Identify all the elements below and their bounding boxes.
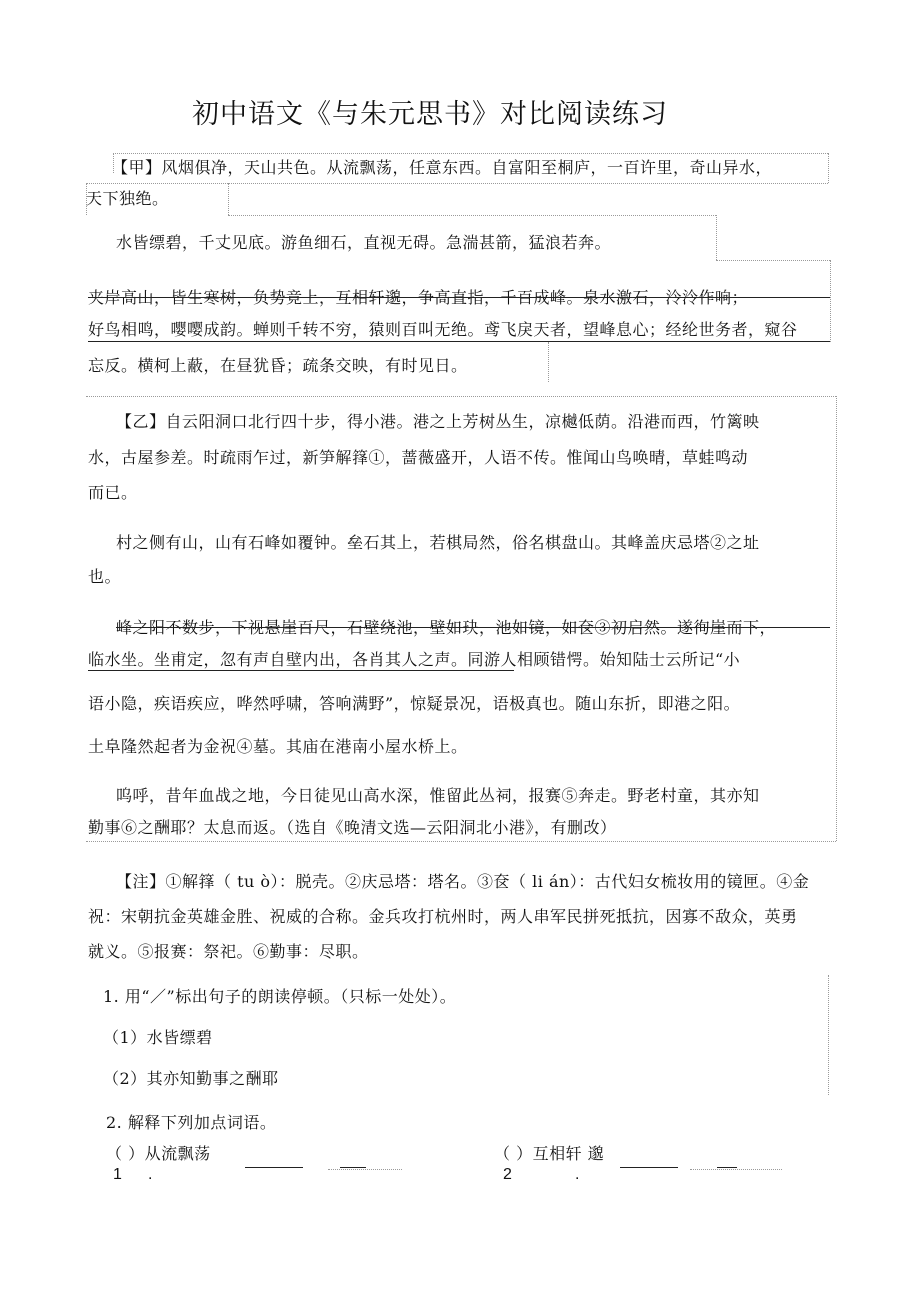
- yi-p3-line3: 语小隐，疾语疾应，哗然呼啸，答响满野”，惊疑景况，语极真也。随山东折，即港之阳。: [88, 694, 741, 713]
- jia-p1-line2: 天下独绝。: [86, 189, 169, 208]
- underline: [88, 341, 830, 342]
- yi-p4-line1: 呜呼，昔年血战之地，今日徒见山高水深，惟留此丛祠，报赛⑤奔走。野老村童，其亦知: [116, 786, 760, 805]
- question-1-item-1: （1）水皆缥碧: [103, 1028, 213, 1047]
- question-2-item-2-dot: .: [575, 1166, 580, 1183]
- notes-line1: 【注】①解箨（ tu ò）：脱壳。②庆忌塔：塔名。③奁（ li án）：古代妇女梳妆用的镜匣。④金: [116, 872, 810, 891]
- yi-p1-line1: 【乙】自云阳洞口北行四十步，得小港。港之上芳树丛生，凉樾低荫。沿港而西，竹篱映: [116, 412, 760, 431]
- yi-p2-line2: 也。: [88, 567, 122, 586]
- yi-p1-line3: 而已。: [88, 483, 138, 502]
- jia-p2: 水皆缥碧，千丈见底。游鱼细石，直视无碍。急湍甚箭，猛浪若奔。: [116, 233, 612, 252]
- question-2-item-2-number: 2: [503, 1166, 513, 1183]
- layout-guide: [86, 396, 836, 397]
- underline: [88, 670, 514, 671]
- jia-p3-line1: 夹岸高山，皆生寒树，负势竞上，互相轩邈，争高直指，千百成峰。泉水激石，泠泠作响；: [88, 288, 749, 307]
- layout-guide: [828, 975, 829, 1095]
- answer-blank-line: [620, 1167, 678, 1168]
- strikethrough-line: [116, 627, 830, 628]
- layout-guide: [716, 215, 717, 260]
- question-2-item-1-dot: .: [148, 1166, 153, 1183]
- layout-guide: [228, 215, 716, 216]
- layout-guide: [830, 260, 831, 342]
- layout-guide: [836, 396, 837, 841]
- jia-p3-line3: 忘反。横柯上蔽，在昼犹昏；疏条交映，有时见日。: [88, 356, 468, 375]
- layout-guide: [86, 183, 828, 184]
- yi-p3-line1: 峰之阳不数步，下视悬崖百尺，石壁绕池，壁如玦，池如镜，如奁③初启然。遂徇崖而下，: [116, 618, 777, 637]
- layout-guide: [548, 342, 549, 382]
- strikethrough-line: [88, 297, 830, 298]
- question-2-prompt: 2. 解释下列加点词语。: [106, 1113, 277, 1132]
- question-2-item-2-text: （ ）互相轩 邈: [494, 1144, 605, 1163]
- notes-line2: 祝：宋朝抗金英雄金胜、祝威的合称。金兵攻打杭州时，两人串军民拼死抵抗，因寡不敌众，英勇: [88, 907, 798, 926]
- layout-guide: [113, 153, 828, 154]
- notes-line3: 就义。⑤报赛：祭祀。⑥勤事：尽职。: [88, 942, 369, 961]
- layout-guide: [828, 153, 829, 183]
- layout-guide: [86, 841, 836, 842]
- yi-p3-line4: 土阜隆然起者为金祝④墓。其庙在港南小屋水桥上。: [88, 737, 468, 756]
- yi-p2-line1: 村之侧有山，山有石峰如覆钟。垒石其上，若棋局然，俗名棋盘山。其峰盖庆忌塔②之址: [116, 533, 760, 552]
- page-title: 初中语文《与朱元思书》对比阅读练习: [192, 99, 668, 130]
- question-2-item-1-text: （ ）从流飘荡: [106, 1144, 211, 1163]
- jia-p1-line1: 【甲】风烟俱净，天山共色。从流飘荡，任意东西。自富阳至桐庐，一百许里，奇山异水，: [112, 158, 773, 177]
- answer-blank-line: [340, 1167, 366, 1168]
- layout-guide: [716, 260, 830, 261]
- question-1-prompt: 1. 用“／”标出句子的朗读停顿。（只标一处处）。: [103, 987, 457, 1006]
- answer-blank-line: [717, 1167, 737, 1168]
- question-1-item-2: （2）其亦知勤事之酬耶: [103, 1069, 279, 1088]
- jia-p3-line2: 好鸟相鸣，嘤嘤成韵。蝉则千转不穷，猿则百叫无绝。鸢飞戾天者，望峰息心；经纶世务者，窥谷: [88, 320, 798, 339]
- answer-blank-guide: [690, 1169, 782, 1170]
- yi-p1-line2: 水，古屋参差。时疏雨乍过，新笋解箨①，蔷薇盛开，人语不传。惟闻山鸟唤晴，草蛙鸣动: [88, 448, 749, 467]
- yi-p4-line2: 勤事⑥之酬耶？太息而返。（选自《晚清文选—云阳洞北小港》，有删改）: [88, 818, 617, 837]
- answer-blank-line: [245, 1167, 303, 1168]
- yi-p3-line2: 临水坐。坐甫定，忽有声自壁内出，各肖其人之声。同游人相顾错愕。始知陆士云所记“小: [88, 650, 741, 669]
- answer-blank-guide: [328, 1169, 402, 1170]
- layout-guide: [228, 183, 229, 215]
- question-2-item-1-number: 1: [113, 1166, 123, 1183]
